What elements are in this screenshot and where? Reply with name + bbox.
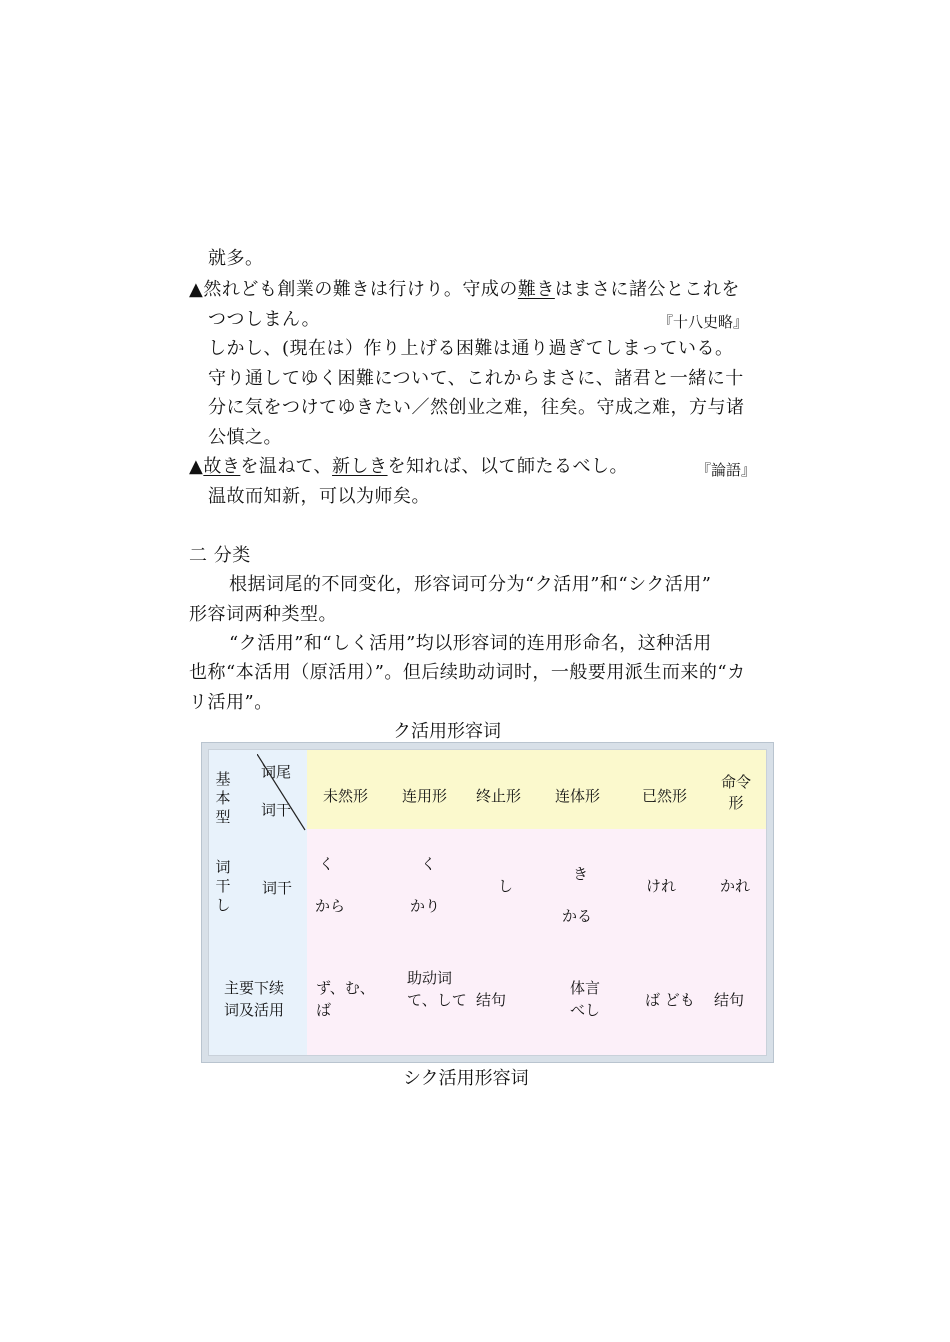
following-words: ば ども (645, 991, 695, 1009)
following-words: ず、む、 (316, 979, 375, 997)
paragraph-line: 根据词尾的不同变化，形容词可分为“ク活用”和“シク活用” (229, 574, 712, 595)
underlined-word: 難き (517, 279, 555, 300)
translation-line: 守り通してゆく困難について、これからまさに、諸君と一緒に十 (208, 368, 744, 389)
example-text: を知れば、以て師たるべし。 (387, 456, 629, 477)
izen-form: けれ (646, 877, 677, 895)
table-frame (208, 749, 767, 1056)
corner-basic-label: 基本型 (215, 770, 231, 826)
row1-stem: 词干 (262, 879, 293, 897)
corner-stem-label: 词干 (261, 801, 292, 819)
example-text: つつしまん。 (208, 309, 321, 330)
table-caption: シク活用形容词 (403, 1068, 529, 1089)
renyou-form: かり (410, 897, 441, 915)
translation-line: しかし、(現在は）作り上げる困難は通り過ぎてしまっている。 (208, 338, 734, 359)
example-text: を温ねて、 (240, 456, 333, 477)
triangle-marker-icon: ▲ (189, 456, 204, 477)
following-words: べし (570, 1001, 601, 1019)
rentai-form: かる (562, 907, 593, 925)
following-words: 体言 (570, 979, 601, 997)
header-mizen: 未然形 (323, 787, 369, 805)
paragraph-line: “ク活用”和“しく活用”均以形容词的连用形命名，这种活用 (229, 633, 712, 654)
following-words: ば (316, 1001, 332, 1019)
header-rentai: 连体形 (555, 787, 601, 805)
header-row (307, 750, 766, 829)
corner-diagonal-line (257, 754, 307, 832)
row2-label: 主要下续 (224, 979, 285, 997)
following-words: 助动词 (407, 969, 453, 987)
section-title: 二 分类 (189, 545, 251, 566)
table-caption: ク活用形容词 (393, 721, 501, 742)
corner-ending-label: 词尾 (261, 763, 292, 781)
paragraph-line: 也称“本活用（原活用）”。但后续助动词时，一般要用派生而来的“カ (189, 662, 746, 683)
header-meirei: 命令形 (720, 773, 751, 812)
text-line: 就多。 (208, 248, 264, 269)
underlined-word: 新しき (332, 456, 388, 477)
translation-line: 温故而知新，可以为师矣。 (208, 486, 430, 507)
underlined-word: 故き (203, 456, 241, 477)
header-izen: 已然形 (642, 787, 688, 805)
triangle-marker-icon: ▲ (189, 279, 204, 300)
conjugation-table (201, 742, 774, 1063)
meirei-form: かれ (720, 877, 751, 895)
header-shuushi: 终止形 (476, 787, 522, 805)
example-1 (189, 279, 740, 301)
rentai-form: き (573, 865, 589, 883)
row1-label: 词干し (215, 858, 231, 914)
example-text: はまさに諸公とこれを (554, 279, 740, 300)
translation-line: 公慎之。 (208, 427, 282, 448)
mizen-form: から (315, 897, 346, 915)
following-words: 结句 (476, 991, 507, 1009)
header-renyou: 连用形 (402, 787, 448, 805)
translation-line: 分に気をつけてゆきたい／然创业之难，往矣。守成之难，方与诸 (208, 397, 745, 418)
mizen-form: く (319, 855, 335, 873)
example-2 (189, 456, 628, 478)
paragraph-line: リ活用”。 (189, 692, 273, 713)
following-words: 结句 (714, 991, 745, 1009)
following-words: て、して (407, 991, 467, 1009)
shuushi-form: し (498, 877, 514, 895)
source-citation: 『論語』 (696, 461, 757, 479)
source-citation: 『十八史略』 (658, 313, 749, 331)
example-text: 然れども創業の難きは行けり。守成の (203, 279, 518, 300)
table-body (307, 829, 766, 1055)
row2-label: 词及活用 (224, 1001, 285, 1019)
renyou-form: く (421, 855, 437, 873)
paragraph-line: 形容词两种类型。 (189, 604, 337, 625)
